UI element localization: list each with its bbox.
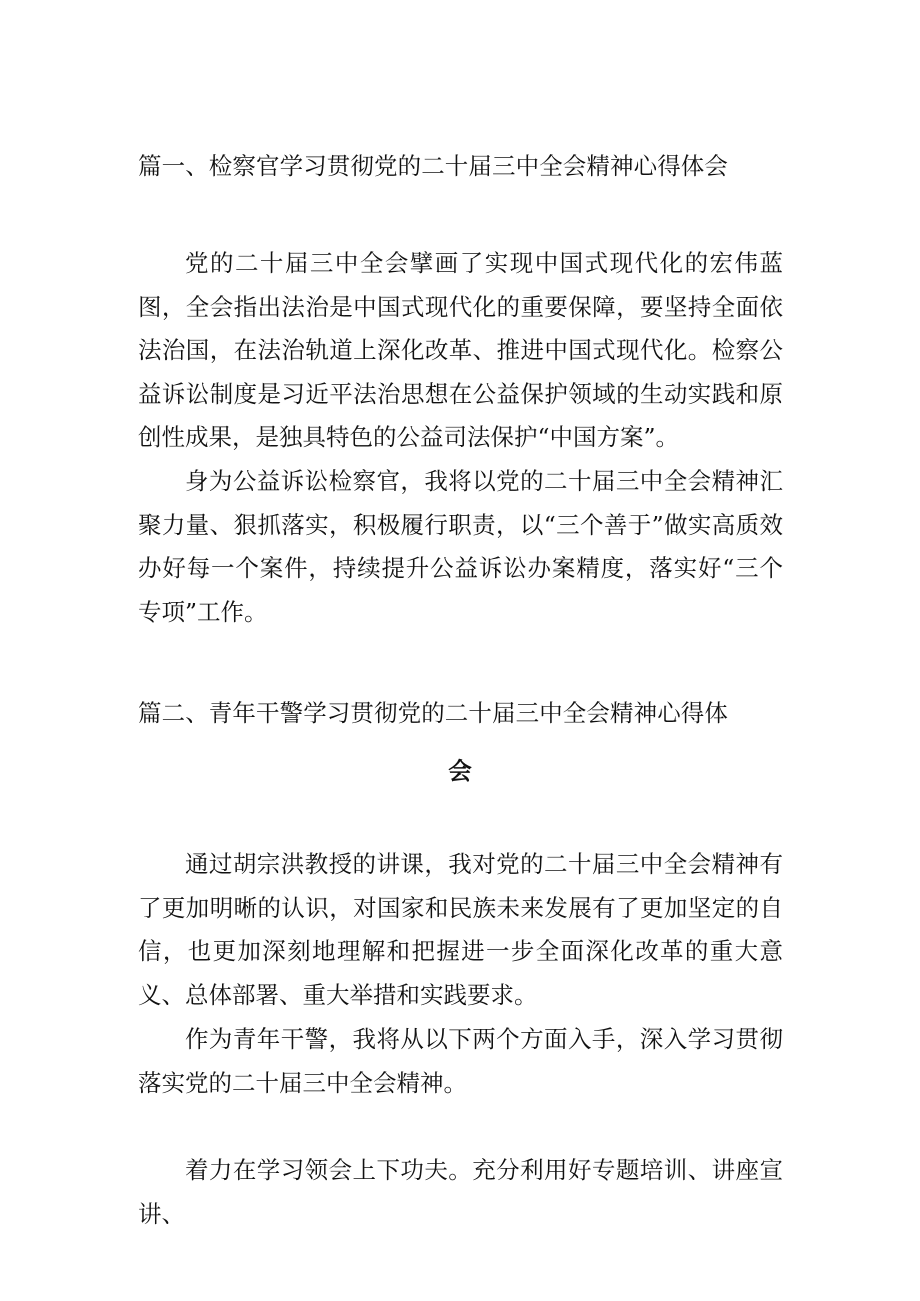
section2-paragraph-1: 通过胡宗洪教授的讲课，我对党的二十届三中全会精神有了更加明晰的认识，对国家和民族未来发展有了更加坚定的自信，也更加深刻地理解和把握进一步全面深化改革的重大意义、总体部署、重大举措和实践要求。	[138, 850, 783, 1009]
section2-paragraph-2: 作为青年干警，我将从以下两个方面入手，深入学习贯彻落实党的二十届三中全会精神。	[138, 1025, 783, 1097]
section1-paragraph-2: 身为公益诉讼检察官，我将以党的二十届三中全会精神汇聚力量、狠抓落实，积极履行职责，以“三个善于”做实高质效办好每一个案件，持续提升公益诉讼办案精度，落实好“三个专项”工作。	[138, 467, 783, 626]
section2-heading-line2: 会	[448, 757, 472, 785]
section1-heading: 篇一、检察官学习贯彻党的二十届三中全会精神心得体会	[138, 152, 728, 180]
section2-paragraph-3: 着力在学习领会上下功夫。充分利用好专题培训、讲座宣讲、	[138, 1156, 783, 1228]
section2-heading-line1: 篇二、青年干警学习贯彻党的二十届三中全会精神心得体	[138, 699, 728, 727]
section1-paragraph-1: 党的二十届三中全会擘画了实现中国式现代化的宏伟蓝图，全会指出法治是中国式现代化的重要保障，要坚持全面依法治国，在法治轨道上深化改革、推进中国式现代化。检察公益诉讼制度是习近平法治思想在公益保护领域的生动实践和原创性成果，是独具特色的公益司法保护“中国方案”。	[138, 249, 783, 452]
